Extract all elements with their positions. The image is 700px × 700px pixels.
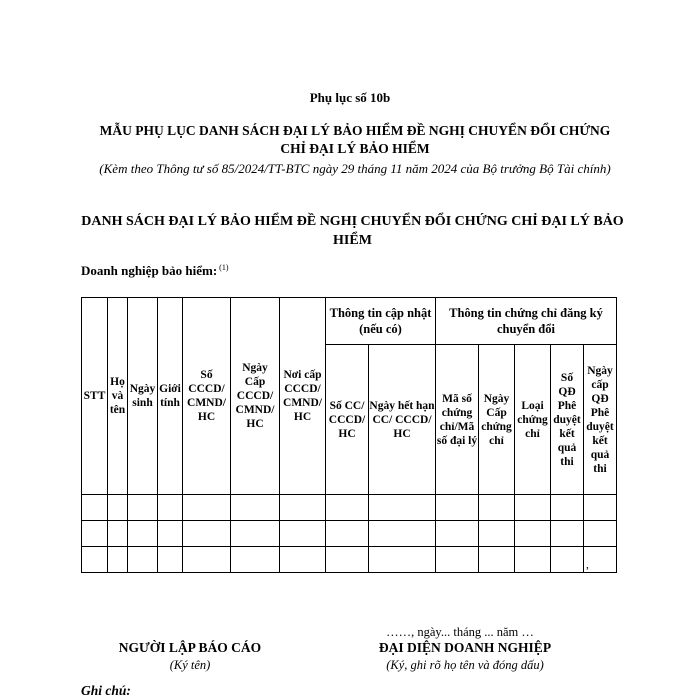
header-id-number: Số CCCD/ CMND/ HC: [183, 298, 231, 495]
header-dob: Ngày sinh: [128, 298, 158, 495]
document-title: DANH SÁCH ĐẠI LÝ BẢO HIỂM ĐỀ NGHỊ CHUYỂN ĐỔI CHỨNG CHỈ ĐẠI LÝ BẢO HIỂM: [81, 214, 624, 248]
notes-label: Ghi chú:: [81, 683, 131, 698]
agent-list-table: [81, 297, 617, 573]
appendix-number: Phụ lục số 10b: [309, 90, 391, 105]
company-representative-note: (Ký, ghi rõ họ tên và đóng dấu): [386, 658, 544, 672]
header-certificate-date: Ngày Cấp chứng chỉ: [479, 345, 515, 495]
header-decision-date: Ngày cấp QĐ Phê duyệt kết quả thi: [584, 345, 617, 495]
header-id-issue-place: Nơi cấp CCCD/ CMND/ HC: [280, 298, 326, 495]
table-header-row: [82, 298, 617, 345]
company-label: [81, 263, 229, 279]
form-title: MẪU PHỤ LỤC DANH SÁCH ĐẠI LÝ BẢO HIỂM ĐỀ NGHỊ CHUYỂN ĐỔI CHỨNG CHỈ ĐẠI LÝ BẢO HIỂM: [99, 123, 611, 156]
header-stt: STT: [82, 298, 108, 495]
company-footnote-marker: (1): [219, 263, 229, 272]
header-certificate-type: Loại chứng chỉ: [515, 345, 551, 495]
header-new-id: Số CC/ CCCD/ HC: [326, 345, 369, 495]
header-name: Họ và tên: [108, 298, 128, 495]
trailing-comma-mark: ,: [584, 547, 617, 573]
company-representative-title: ĐẠI DIỆN DOANH NGHIỆP: [378, 640, 552, 655]
reporter-title: NGƯỜI LẬP BÁO CÁO: [118, 640, 262, 655]
header-decision-number: Số QĐ Phê duyệt kết quả thi: [551, 345, 584, 495]
header-id-expiry: Ngày hết hạn CC/ CCCD/ HC: [369, 345, 436, 495]
legal-basis: (Kèm theo Thông tư số 85/2024/TT-BTC ngày 29 tháng 11 năm 2024 của Bộ trưởng Bộ Tài chính): [99, 161, 611, 176]
report-date-line: ……, ngày... tháng ... năm …: [386, 625, 534, 639]
table-row: [82, 495, 617, 521]
header-id-issue-date: Ngày Cấp CCCD/ CMND/ HC: [231, 298, 280, 495]
header-gender: Giới tính: [158, 298, 183, 495]
header-certificate-code: Mã số chứng chỉ/Mã số đại lý: [436, 345, 479, 495]
company-label-text: Doanh nghiệp bảo hiểm:: [81, 263, 218, 278]
header-group-certificate-info: Thông tin chứng chỉ đăng ký chuyển đổi: [436, 298, 617, 345]
header-group-update-info: Thông tin cập nhật (nếu có): [326, 298, 436, 345]
table-row: [82, 521, 617, 547]
reporter-signature-note: (Ký tên): [169, 658, 211, 672]
table-row: [82, 547, 617, 573]
